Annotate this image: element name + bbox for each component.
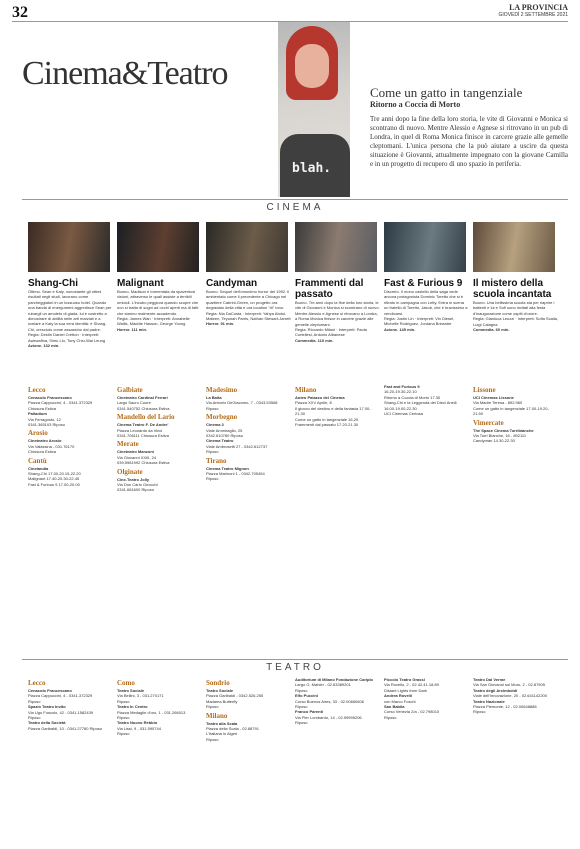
- movie-review: [473, 278, 558, 332]
- city-heading: Madesimo: [206, 386, 238, 394]
- city-heading: Merate: [117, 440, 139, 449]
- newspaper-name: LA PROVINCIA: [509, 3, 568, 12]
- city-heading: Milano: [295, 386, 317, 394]
- venue-name: Elfo Puccini: [295, 693, 318, 699]
- cinema-band-rule: [22, 199, 568, 200]
- cinema-column: [384, 384, 468, 416]
- movie-review: [384, 278, 469, 332]
- feature-image-shirt-text: blah.: [292, 161, 332, 176]
- venue-name: Teatro degli Arcimboldi: [473, 687, 518, 693]
- movie-plot: Ottimo. Sean e Katy, nonostante gli ottimi risultati negli studi, lavorano come parcheggiatori in un lussuoso hotel. Quando una banda di energumeni aggredisce Sean per rubargli un amuleto di giada, lui è costretto a dimostrare di abilità nelle arti marziali e a svelare a Katy la sua vera identità: è Shang-Chi, cresciuto come assassino dal padre.: [28, 289, 112, 332]
- venue-name: Palladium: [28, 411, 47, 417]
- listing-line: Via Pier Lombardo, 14 - 02.59995206: [295, 714, 362, 720]
- movie-plot: Buono. Tre anni dopo la fine della loro storia, le vite di Giovanni e Monica si scontrano di nuovo. Mentre Alessio e Agnese si ritrovano a Londra, a Roma Monica finisce in carcere grazie alle gemelle cleptomani.: [295, 300, 380, 327]
- listing-line: Candyman 14.30-22.30: [473, 438, 515, 444]
- teatro-column: [206, 677, 290, 742]
- listing-line: Come un gatto in tangenziale 17.00-19.20-21.50: [473, 405, 549, 417]
- listing-line: Riposo: [117, 731, 130, 737]
- movie-rating: Azione. 145 min.: [384, 326, 416, 332]
- movie-plot: Buono. Sequel dell'omonimo horror del 1992. Il ambientato come il precedente a Chicago nel quartiere Cabrini-Green, un progetto ora degradato della città e ora location "di" tono.: [206, 289, 290, 311]
- venue-name: Cineteatro Cardinal Ferrari: [117, 395, 168, 400]
- listing-line: Riposo: [206, 449, 219, 455]
- listing-line: Shang-Chi e la Leggenda dei Dieci Anelli 16.00-19.00-22.30: [384, 400, 457, 411]
- listing-line: 0341.365103 Riposo: [28, 422, 65, 428]
- movie-plot: Discreto. Il mono castello della saga vede ancora protagonista Dominic Toretto che si è ritirato in campagna con Letty. Entra in scena un fratello di Toretto, Jakob, che è bravissimo a vendicarsi.: [384, 289, 468, 316]
- listing-line: Riposo: [295, 720, 308, 726]
- listing-line: Riposo: [295, 687, 308, 693]
- listing-line: Via Rovello, 2 - 02.42.41.18.89: [384, 682, 439, 688]
- listing-line: Riposo: [473, 709, 486, 715]
- listing-line: Riposo: [117, 698, 130, 704]
- city-heading: Lecco: [28, 679, 46, 687]
- listing-line: Corso Buenos Aires, 33 - 02.00660606: [295, 698, 364, 704]
- venue-name: Cinema Teatro Mignon: [206, 465, 249, 471]
- teatro-band-rule: [22, 659, 568, 660]
- poster-fast-furious: [384, 222, 466, 272]
- listing-line: Come un gatto in tangenziale 16.20: [295, 416, 359, 422]
- movie-title: Fast & Furious 9: [384, 278, 463, 289]
- listing-line: Riposo: [295, 704, 308, 710]
- cinema-column: [473, 384, 557, 444]
- teatro-column: [384, 677, 468, 720]
- listing-line: Chiusura Estiva: [28, 405, 57, 411]
- venue-name: La Baita: [206, 395, 222, 400]
- listing-line: Fast & Furious 9 17.00-20.00: [28, 481, 80, 487]
- venue-name: Cineteatro Arosio: [28, 438, 62, 444]
- newspaper-date: GIOVEDÌ 2 SETTEMBRE 2021: [498, 12, 568, 18]
- movie-title: Candyman: [206, 278, 258, 289]
- city-heading: Galbiate: [117, 386, 143, 394]
- venue-name: Teatro In Centro: [117, 704, 148, 710]
- listing-line: Piazza Leonardo da Vinci: [117, 427, 163, 433]
- listing-line: Piazza della Scala - 02.88791: [206, 726, 259, 732]
- venue-name: Teatro Nazionale: [473, 698, 505, 704]
- poster-mistero: [473, 222, 555, 272]
- listing-line: Chiusura Estiva: [28, 449, 57, 455]
- poster-candyman: [206, 222, 288, 272]
- teatro-column: [295, 677, 379, 726]
- listing-line: 16.20-19.30-22.10: [384, 389, 417, 395]
- city-heading: Mandello del Lario: [117, 413, 175, 422]
- city-heading: Olginate: [117, 467, 143, 476]
- listing-line: Riposo: [206, 736, 219, 742]
- listing-line: Malignant 17.40-20.30-22.45: [28, 476, 80, 482]
- movie-credits: Regia: Destin Daniel Cretton · Interpreti: Awkwafina, Simu Liu, Tony Chiu-Wai Leung: [28, 332, 106, 343]
- venue-name: Spazio Teatro Invito: [28, 704, 66, 710]
- listing-line: Via San Giovanni sul Muro, 2 - 02.87905: [473, 682, 545, 688]
- city-heading: Vimercate: [473, 418, 504, 427]
- cinema-column: [295, 384, 379, 427]
- venue-name: Andrea Rovelli: [384, 693, 413, 699]
- city-heading: Morbegno: [206, 413, 238, 422]
- page-number: 32: [12, 4, 28, 21]
- city-heading: Lecco: [28, 386, 46, 394]
- feature-image: [278, 22, 350, 197]
- movie-rating: Azione. 132 min.: [28, 343, 60, 349]
- listing-line: Riposo: [28, 715, 41, 721]
- listing-line: 0341.540752 Chiusura Estiva: [117, 405, 170, 411]
- venue-name: Teatro Nuovo Rebbio: [117, 720, 158, 726]
- listing-line: Piazza Garibaldi - 0342.526.255: [206, 693, 264, 699]
- movie-title: Frammenti dal passato: [295, 278, 364, 300]
- city-heading: Como: [117, 679, 135, 687]
- listing-line: Distant Lights from Dark: [384, 687, 427, 693]
- listing-line: Piazza Cappuccini, 4 - 0341.372329: [28, 400, 93, 406]
- city-heading: Tirano: [206, 456, 227, 465]
- listing-line: Piazza XXV Aprile, 8: [295, 400, 332, 406]
- listing-line: Il giocco del destino e della fantasia 17.00-21.30: [295, 405, 371, 417]
- listing-line: Viale Ambrosetti 27 - 0342.612737: [206, 443, 268, 449]
- venue-name: Cenacolo Francescano: [28, 395, 72, 400]
- venue-name: San Babila: [384, 704, 405, 710]
- city-heading: Lissone: [473, 386, 496, 394]
- movie-rating: Horror. 111 min.: [117, 326, 148, 332]
- listing-line: Via Lissi, 9 - 031.590744: [117, 725, 161, 731]
- listing-line: Frammenti dal passato 17.20-21.30: [295, 422, 359, 428]
- feature-kicker: Come un gatto in tangenziale: [370, 85, 523, 100]
- listing-line: Corso Venezia 2/a - 02.798010: [384, 709, 440, 715]
- listing-line: con Marco Foschi: [384, 698, 416, 704]
- cinema-band: CINEMA: [266, 202, 324, 213]
- movie-plot: Buono. Madison è tormentata da spaventosi visioni, attraverso le quali assiste a terribili omicidi. L'incubo peggiora quando scopre che non si tratta di sogni ad occhi aperti ma di fatti che stanno realmente accadendo.: [117, 289, 199, 316]
- listing-line: Piazza Garibaldi, 10 - 0341.27780 Riposo: [28, 725, 103, 731]
- venue-name: Franco Parenti: [295, 709, 324, 715]
- poster-frammenti: [295, 222, 377, 272]
- venue-name: Cenacolo Francescano: [28, 688, 72, 693]
- listing-line: Viale dell'Innovazione, 20 - 02.641142200: [473, 693, 548, 699]
- listing-line: UCI Cinemas Certosa: [384, 411, 423, 417]
- movie-credits: Regia: Justin Lin · Interpreti: Vin Diesel, Michelle Rodriguez, Jordana Brewster: [384, 316, 455, 327]
- listing-line: Piazza Piemonte, 12 - 02.00648888: [473, 704, 537, 710]
- poster-shang-chi: [28, 222, 110, 272]
- section-title: Cinema&Teatro: [22, 55, 228, 92]
- listing-line: Via Ugo Foscolo, 42 - 0341.1582439: [28, 709, 94, 715]
- listing-line: Riposo: [384, 714, 397, 720]
- venue-name: Teatro Dal Verme: [473, 677, 506, 682]
- city-heading: Cantù: [28, 456, 47, 465]
- movie-posters: [28, 222, 564, 272]
- venue-name: Fast and Furious 9: [384, 384, 420, 389]
- listing-line: Via Bellini, 3 - 031.270171: [117, 693, 164, 699]
- listing-line: 039.5981992 Chiusura Estiva: [117, 460, 170, 466]
- listing-line: Via Ferragosto, 12: [28, 416, 61, 422]
- venue-name: Teatro alla Scala: [206, 720, 238, 726]
- listing-line: Largo G. Mahler - 02.83389201: [295, 682, 351, 688]
- listing-line: Piazza Marinoni 1 - 0342.705454: [206, 471, 265, 477]
- feature-body: Tre anni dopo la fine della loro storia, le vite di Giovanni e Monica si scontrano di nuovo. Mentre Alessio e Agnese si ritrovano in un pub di Londra, in quel di Roma Monica finisce in carcere grazie alle gemelle cleptomani. L'unica persona che la può aiutare a uscire da questa situazione è Giovanni, attualmente impegnato con la giovane Camilla e in un progetto di recupero di uno spazio in periferia.: [370, 115, 568, 168]
- listing-line: Shang-Chi 17.00-20.15-22.20: [28, 471, 81, 477]
- listing-line: Via Don Carlo Gnocchi: [117, 482, 158, 488]
- listing-line: L'Italiana in Algeri: [206, 731, 238, 737]
- venue-name: Teatro Sociale: [117, 688, 145, 693]
- venue-name: Teatro Sociale: [206, 688, 234, 693]
- listing-line: Viale Ammiraglio, 25: [206, 427, 243, 433]
- cinema-column: [28, 384, 112, 487]
- city-heading: Sondrio: [206, 679, 230, 687]
- venue-name: Cinelandia: [28, 465, 49, 471]
- cinema-column: [117, 384, 201, 493]
- movie-credits: Regia: James Wan · Interpreti: Annabelle Wallis, Maddie Hasson, George Young: [117, 316, 190, 327]
- teatro-column: [28, 677, 112, 731]
- venue-name: The Space Cinema Torribianche: [473, 427, 534, 433]
- listing-line: Piazza Medaglie d'oro, 1 - 031.266013: [117, 709, 186, 715]
- movie-rating: Commedia. 110 min.: [295, 337, 334, 343]
- teatro-band: TEATRO: [266, 662, 324, 673]
- venue-name: Auditorium di Milano Fondazione Cariplo: [295, 677, 373, 682]
- cinema-column: [206, 384, 290, 482]
- movie-review: [206, 278, 291, 327]
- listing-line: 0341.681600 Riposo: [117, 487, 154, 493]
- movie-review: [117, 278, 202, 332]
- listing-line: Riposo: [206, 704, 219, 710]
- feature-subtitle: Ritorno a Coccia di Morto: [370, 100, 461, 109]
- listing-line: Largo Sacro Cuore: [117, 400, 151, 406]
- movie-title: Shang-Chi: [28, 278, 78, 289]
- listing-line: Riposo: [206, 476, 219, 482]
- listing-line: Riposo: [117, 715, 130, 721]
- city-heading: Arosio: [28, 429, 48, 438]
- newspaper-masthead: [499, 3, 568, 18]
- venue-name: UCI Cinemas Lissone: [473, 395, 514, 400]
- movie-rating: Commedia. 60 min.: [473, 327, 510, 333]
- movie-credits: Regia: Nia DaCosta · Interpreti: Yahya Abdul-Mateen, Teyonah Parris, Nathan Stewart-Jarrett: [206, 310, 291, 322]
- movie-review: [295, 278, 380, 343]
- listing-line: Via Valassina - 031.76170: [28, 443, 75, 449]
- listing-line: 0342.610780 Riposo: [206, 433, 243, 439]
- venue-name: Anteo Palazzo del Cinema: [295, 395, 345, 400]
- movie-credits: Regia: Riccardo Milani · Interpreti: Paola Cortellesi, Antonio Albanese: [295, 327, 367, 338]
- venue-name: Cinema Teatro F. De Andre': [117, 422, 169, 428]
- listing-line: Via Antonio DeGiacomo, 7 - 0343.53568 Riposo: [206, 400, 278, 411]
- teatro-column: [117, 677, 201, 737]
- movie-rating: Horror. 91 min.: [206, 321, 235, 327]
- listing-line: 0341.706111 Chiusura Estiva: [117, 433, 169, 439]
- city-heading: Milano: [206, 711, 228, 720]
- movie-title: Malignant: [117, 278, 164, 289]
- teatro-column: [473, 677, 557, 715]
- movie-credits: Regia: Gianluca Leuzzi · Interpreti: Sofia Scalia, Luigi Calagna: [473, 316, 558, 327]
- venue-name: Teatro della Società: [28, 720, 66, 726]
- movie-review: [28, 278, 113, 348]
- venue-name: Piccolo Teatro Grassi: [384, 677, 425, 682]
- listing-line: Piazza Cappuccini, 4 - 0341.372329: [28, 693, 93, 699]
- venue-name: Cineteatro Manzoni: [117, 449, 154, 455]
- venue-name: Cinema Teatro: [206, 438, 234, 444]
- poster-malignant: [117, 222, 199, 272]
- listing-line: Via Giovanni XXIII, 24: [117, 454, 157, 460]
- movie-title: Il mistero della scuola incantata: [473, 278, 552, 300]
- listing-line: Riposo: [28, 698, 41, 704]
- listing-line: Via Madre Teresa - 892.960: [473, 400, 523, 406]
- listing-line: Ritorno a Coccia di Morto 17.30: [384, 394, 441, 400]
- venue-name: Cinema 3: [206, 422, 224, 428]
- venue-name: Cine-Teatro Jolly: [117, 476, 150, 482]
- listing-line: Via Torri Bianche, 16 - 892111: [473, 433, 527, 439]
- movie-plot: Buono. Una bellissima scuola sta per riaprire i battenti e lui e Sofi sono invitati alla festa d'inaugurazione come ospiti d'onore.: [473, 300, 555, 316]
- listing-line: Madama Butterfly: [206, 698, 238, 704]
